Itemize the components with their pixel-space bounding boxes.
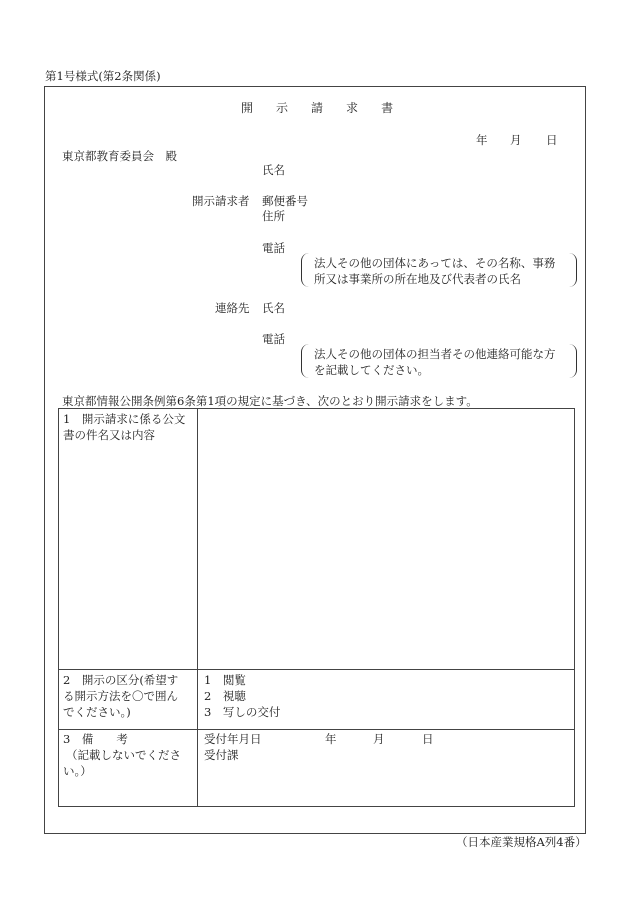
- contact-phone-label: 電話: [262, 332, 285, 346]
- contact-note-bracket: [301, 344, 577, 378]
- date-day: 日: [546, 133, 558, 147]
- requester-postal-label: 郵便番号: [262, 194, 308, 208]
- option-view[interactable]: 1 閲覧: [204, 673, 246, 687]
- request-table: [58, 408, 575, 807]
- received-day: 日: [422, 732, 434, 746]
- form-number: 第1号様式(第2条関係): [45, 69, 161, 83]
- received-month: 月: [373, 732, 385, 746]
- requester-name-label: 氏名: [262, 163, 285, 177]
- row1-label-line: 書の件名又は内容: [63, 428, 155, 442]
- requester-phone-label: 電話: [262, 241, 285, 255]
- row2-label-line: でください。): [63, 705, 131, 719]
- received-date-label: 受付年月日: [204, 732, 262, 746]
- contact-section-label: 連絡先: [215, 301, 250, 315]
- date-year: 年: [476, 133, 488, 147]
- row3-label: [63, 731, 181, 779]
- received-date-row: [204, 731, 434, 747]
- statement: 東京都情報公開条例第6条第1項の規定に基づき、次のとおり開示請求をします。: [62, 394, 478, 408]
- row2-label-line: る開示方法を〇で囲ん: [63, 689, 178, 703]
- row3-label-line: （記載しないでくださ: [66, 748, 181, 762]
- footer-note: （日本産業規格A列4番）: [456, 835, 587, 849]
- table-row-divider: [59, 669, 574, 670]
- title-char: 書: [381, 101, 394, 115]
- option-copy[interactable]: 3 写しの交付: [204, 705, 281, 719]
- title-char: 求: [346, 101, 359, 115]
- row2-label: [63, 672, 178, 720]
- title-char: 請: [311, 101, 324, 115]
- title-char: 開: [241, 101, 254, 115]
- contact-note-line: を記載してください。: [314, 363, 429, 377]
- requester-note-line: 法人その他の団体にあっては、その名称、事務: [314, 256, 556, 270]
- contact-note-line: 法人その他の団体の担当者その他連絡可能な方: [314, 347, 556, 361]
- option-listen[interactable]: 2 視聴: [204, 689, 246, 703]
- date-month: 月: [510, 133, 522, 147]
- title-char: 示: [276, 101, 289, 115]
- form-title: [241, 101, 393, 116]
- row3-label-line: い。）: [63, 764, 92, 778]
- received-year: 年: [325, 732, 337, 746]
- row1-label: [63, 411, 185, 443]
- row1-content-area[interactable]: [198, 409, 574, 669]
- requester-note-line: 所又は事業所の所在地及び代表者の氏名: [314, 272, 521, 286]
- requester-note-bracket: [301, 253, 577, 287]
- contact-note: [314, 346, 556, 378]
- requester-note: [314, 255, 555, 287]
- row2-label-line: 2 開示の区分(希望す: [63, 673, 179, 687]
- row3-label-line: 3 備 考: [63, 732, 128, 746]
- requester-address-label: 住所: [262, 209, 285, 223]
- row1-label-line: 1 開示請求に係る公文: [63, 412, 186, 426]
- disclosure-options: [204, 672, 280, 720]
- addressee: 東京都教育委員会 殿: [62, 149, 177, 163]
- contact-name-label: 氏名: [262, 301, 285, 315]
- received-section-label: 受付課: [204, 748, 239, 762]
- requester-section-label: 開示請求者: [192, 194, 250, 208]
- received-info: [204, 731, 434, 763]
- table-row-divider: [59, 729, 574, 730]
- date-line: [476, 133, 558, 148]
